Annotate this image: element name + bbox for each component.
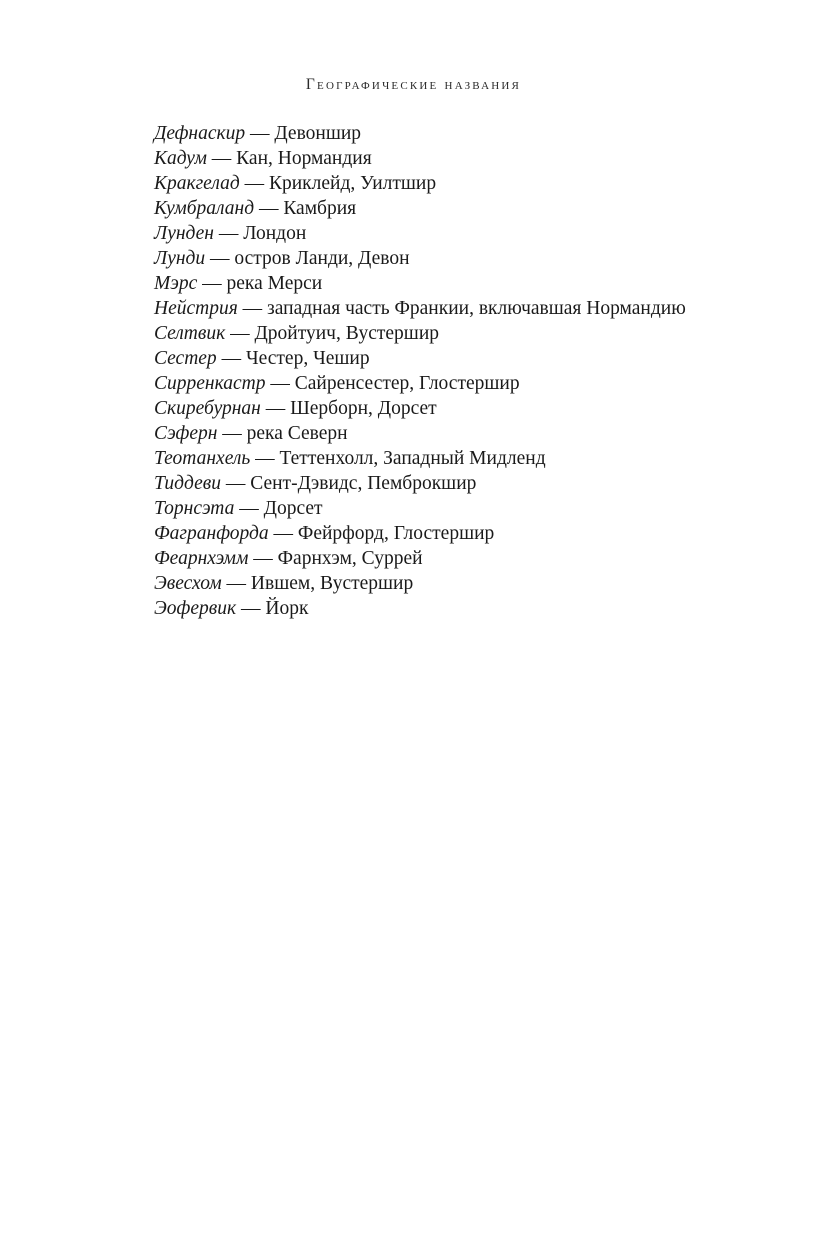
entry-term: Тиддеви [154, 473, 221, 494]
entry-definition: Лондон [243, 223, 307, 244]
entry-term: Эофервик [154, 598, 237, 619]
entry-separator: — [240, 598, 261, 619]
glossary-entry [154, 321, 726, 346]
entry-separator: — [222, 423, 242, 444]
entry-term: Сирренкастр [154, 373, 266, 394]
glossary-entry [154, 371, 726, 396]
entry-definition: Честер, Чешир [245, 348, 370, 369]
glossary-entry [154, 246, 726, 271]
entry-definition: Сент-Дэвидс, Пемброкшир [250, 473, 477, 494]
glossary-entry [154, 496, 726, 521]
entry-definition: Фейрфорд, Глостершир [297, 523, 495, 544]
entry-separator: — [255, 448, 275, 469]
entry-definition: Йорк [265, 598, 309, 619]
entry-separator: — [273, 523, 294, 544]
glossary-entry [154, 271, 726, 296]
entry-separator: — [270, 373, 290, 394]
glossary-entry [154, 446, 726, 471]
entry-definition: Девоншир [274, 123, 362, 144]
entry-term: Мэрс [154, 273, 198, 294]
entry-separator: — [242, 298, 263, 319]
entry-definition: Фарнхэм, Суррей [277, 548, 423, 569]
entry-separator: — [244, 173, 265, 194]
glossary-entry [154, 421, 726, 446]
entry-term: Дефнаскир [154, 123, 246, 144]
entry-definition: Криклейд, Уилтшир [268, 173, 437, 194]
entry-term: Нейстрия [154, 298, 238, 319]
entry-term: Скиребурнан [154, 398, 261, 419]
entry-definition: Теттенхолл, Западный Мидленд [279, 448, 546, 469]
entry-separator: — [239, 498, 259, 519]
glossary-entry [154, 146, 726, 171]
entry-definition: остров Ланди, Девон [234, 248, 410, 269]
entry-term: Фагранфорда [154, 523, 269, 544]
entry-separator: — [221, 348, 242, 369]
glossary-entry [154, 596, 726, 621]
entry-separator: — [226, 573, 247, 594]
entry-definition: Камбрия [283, 198, 357, 219]
glossary-list [154, 121, 726, 621]
glossary-entry [154, 221, 726, 246]
entry-separator: — [211, 148, 232, 169]
glossary-entry [154, 471, 726, 496]
entry-separator: — [250, 123, 270, 144]
entry-definition: западная часть Франкии, включавшая Нормандию [267, 298, 686, 319]
glossary-entry [154, 346, 726, 371]
entry-term: Сестер [154, 348, 217, 369]
entry-definition: Шерборн, Дорсет [290, 398, 437, 419]
entry-definition: Кан, Нормандия [236, 148, 372, 169]
entry-term: Селтвик [154, 323, 226, 344]
entry-separator: — [202, 273, 222, 294]
glossary-entry [154, 571, 726, 596]
entry-definition: Сайренсестер, Глостершир [294, 373, 520, 394]
glossary-entry [154, 396, 726, 421]
entry-separator: — [258, 198, 279, 219]
page-title: Географические названия [305, 76, 522, 93]
glossary-entry [154, 196, 726, 221]
entry-separator: — [225, 473, 246, 494]
glossary-entry [154, 296, 726, 321]
glossary-entry [154, 121, 726, 146]
entry-separator: — [253, 548, 273, 569]
entry-definition: река Северн [246, 423, 348, 444]
entry-definition: Ившем, Вустершир [250, 573, 414, 594]
entry-term: Лунди [154, 248, 206, 269]
entry-term: Эвесхом [154, 573, 222, 594]
entry-separator: — [210, 248, 230, 269]
entry-term: Кумбраланд [154, 198, 255, 219]
glossary-entry [154, 546, 726, 571]
entry-term: Лунден [154, 223, 214, 244]
entry-definition: река Мерси [226, 273, 323, 294]
entry-term: Сэферн [154, 423, 218, 444]
entry-separator: — [218, 223, 239, 244]
glossary-entry [154, 521, 726, 546]
entry-definition: Дорсет [263, 498, 323, 519]
entry-term: Теотанхель [154, 448, 251, 469]
entry-definition: Дройтуич, Вустершир [254, 323, 440, 344]
entry-separator: — [230, 323, 250, 344]
entry-term: Кадум [154, 148, 207, 169]
entry-term: Торнсэта [154, 498, 235, 519]
entry-term: Кракгелад [154, 173, 240, 194]
entry-separator: — [265, 398, 286, 419]
glossary-entry [154, 171, 726, 196]
entry-term: Феарнхэмм [154, 548, 249, 569]
